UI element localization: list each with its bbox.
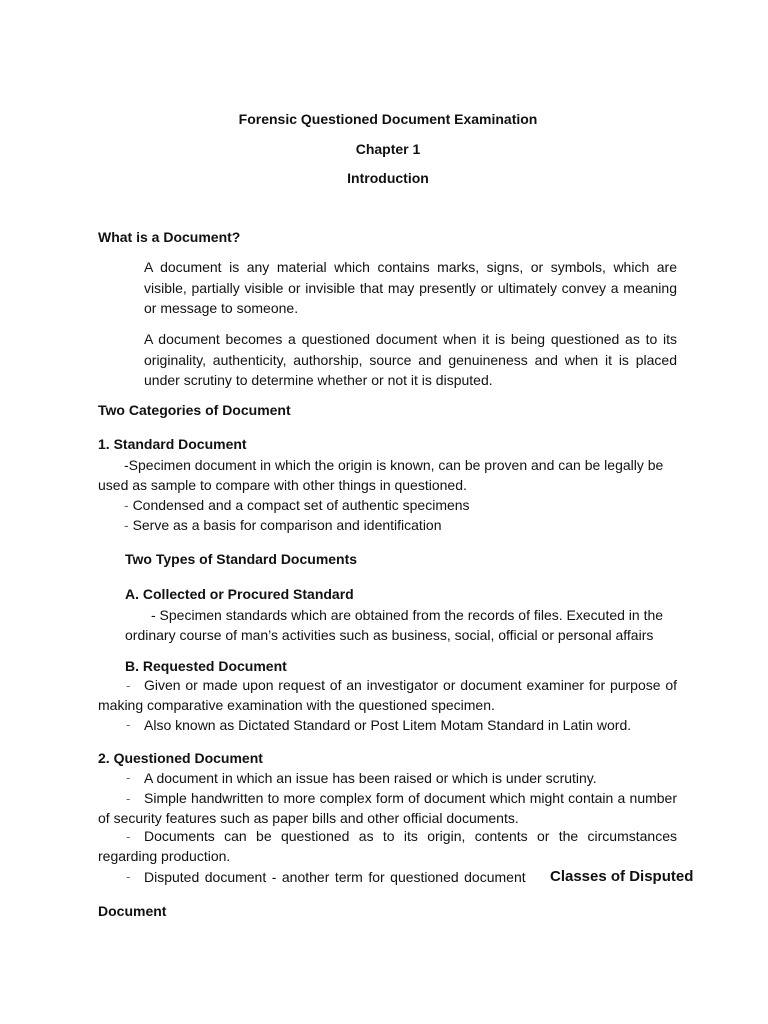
questioned-item-2: Simple handwritten to more complex form of document which might contain a number of security features such as paper bills and other official documents. [98, 790, 677, 826]
standard-document-heading: 1. Standard Document [98, 436, 247, 452]
definition-paragraph: A document is any material which contains marks, signs, or symbols, which are visible, partially visible or invisible that may presently or ultimately convey a meaning or message to someone. [144, 259, 677, 316]
classes-heading-part2: Document [98, 903, 167, 919]
classes-heading-part1: Classes of Disputed [550, 868, 694, 885]
questioned-document-heading: 2. Questioned Document [98, 750, 263, 766]
collected-desc-line2: ordinary course of man’s activities such as business, social, official or personal affairs [125, 627, 654, 643]
requested-document-heading: B. Requested Document [125, 658, 287, 674]
list-dash: - [126, 678, 131, 693]
document-title: Forensic Questioned Document Examination [238, 111, 538, 127]
standard-types-heading: Two Types of Standard Documents [125, 551, 358, 567]
list-dash: - [126, 869, 131, 884]
standard-bullet-2: - Serve as a basis for comparison and identification [124, 517, 442, 533]
standard-bullet-1: - Condensed and a compact set of authentic specimens [124, 497, 470, 513]
categories-heading: Two Categories of Document [98, 402, 291, 418]
requested-item-2: Also known as Dictated Standard or Post Litem Motam Standard in Latin word. [144, 717, 632, 733]
standard-desc-line2: used as sample to compare with other things in questioned. [98, 477, 467, 493]
requested-item-1: Given or made upon request of an investigator or document examiner for purpose of making comparative examination with the questioned specimen. [98, 677, 677, 713]
standard-desc-line1: -Specimen document in which the origin is known, can be proven and can be legally be [124, 457, 664, 473]
list-dash: - [126, 829, 131, 844]
chapter-label: Chapter 1 [355, 141, 421, 157]
questioned-item-4: Disputed document - another term for questioned document [144, 869, 526, 885]
list-dash: - [126, 717, 131, 732]
list-dash: - [126, 791, 131, 806]
questioned-item-3: Documents can be questioned as to its origin, contents or the circumstances regarding production. [98, 828, 677, 864]
collected-desc-line1: - Specimen standards which are obtained from the records of files. Executed in the [151, 607, 664, 623]
list-dash: - [126, 770, 131, 785]
what-is-heading: What is a Document? [98, 229, 241, 245]
collected-standard-heading: A. Collected or Procured Standard [125, 586, 354, 602]
questioned-definition-paragraph: A document becomes a questioned document when it is being questioned as to its originality, authenticity, authorship, source and genuineness and when it is placed under scrutiny to determine whether or not it is disputed. [144, 331, 677, 388]
chapter-subtitle: Introduction [347, 170, 429, 186]
questioned-item-1: A document in which an issue has been raised or which is under scrutiny. [144, 770, 597, 786]
